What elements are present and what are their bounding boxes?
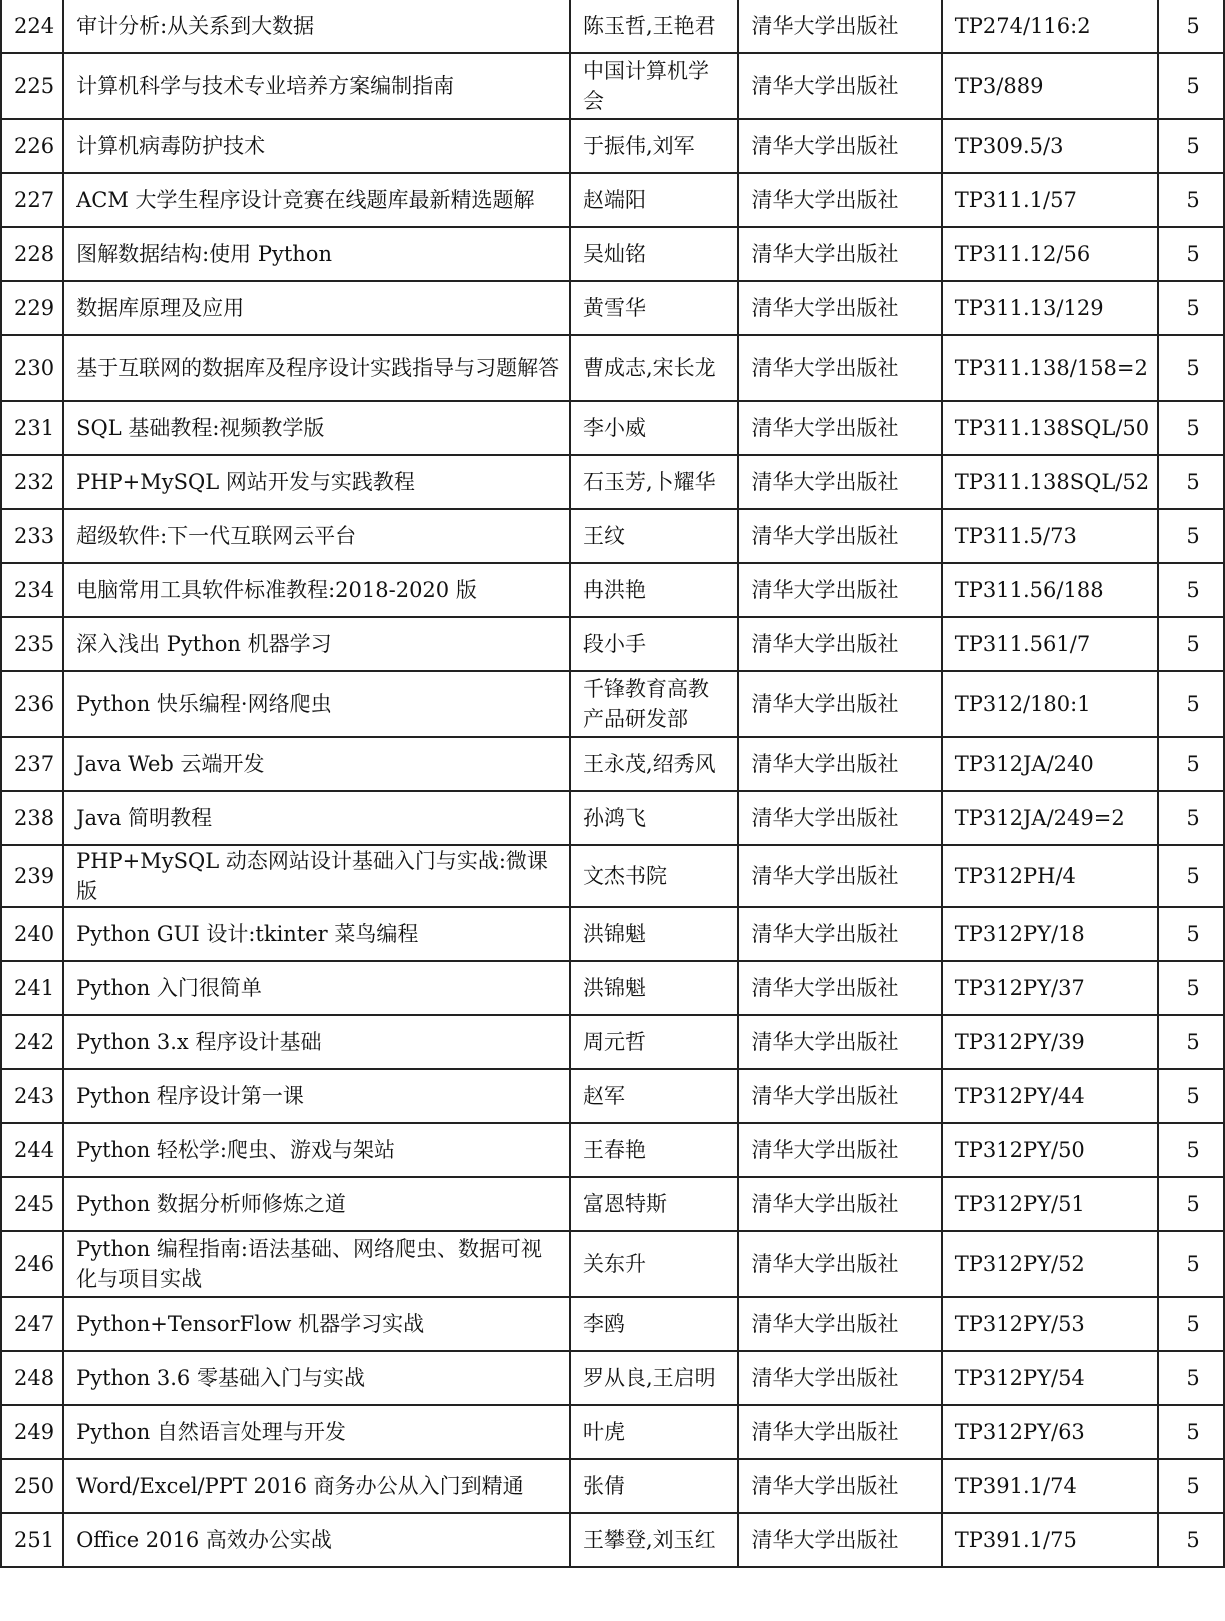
table-row	[1, 0, 1224, 53]
book-publisher: 清华大学出版社	[738, 907, 941, 961]
book-title: Office 2016 高效办公实战	[63, 1513, 570, 1567]
book-title: 图解数据结构:使用 Python	[63, 227, 570, 281]
table-row	[1, 1177, 1224, 1231]
book-author: 李鸥	[570, 1297, 739, 1351]
book-author: 叶虎	[570, 1405, 739, 1459]
book-author: 吴灿铭	[570, 227, 739, 281]
copy-count: 5	[1158, 53, 1224, 119]
book-title: 深入浅出 Python 机器学习	[63, 617, 570, 671]
book-author: 赵军	[570, 1069, 739, 1123]
copy-count: 5	[1158, 227, 1224, 281]
row-number: 232	[1, 455, 63, 509]
book-publisher: 清华大学出版社	[738, 1405, 941, 1459]
table-row	[1, 1351, 1224, 1405]
call-number: TP311.561/7	[942, 617, 1158, 671]
call-number: TP312PY/50	[942, 1123, 1158, 1177]
book-author: 洪锦魁	[570, 907, 739, 961]
call-number: TP312PY/53	[942, 1297, 1158, 1351]
book-title: SQL 基础教程:视频教学版	[63, 401, 570, 455]
book-author: 王纹	[570, 509, 739, 563]
book-title: Word/Excel/PPT 2016 商务办公从入门到精通	[63, 1459, 570, 1513]
book-publisher: 清华大学出版社	[738, 617, 941, 671]
copy-count: 5	[1158, 1513, 1224, 1567]
call-number: TP391.1/75	[942, 1513, 1158, 1567]
book-publisher: 清华大学出版社	[738, 455, 941, 509]
row-number: 227	[1, 173, 63, 227]
book-author: 于振伟,刘军	[570, 119, 739, 173]
book-author: 王攀登,刘玉红	[570, 1513, 739, 1567]
book-title: Python 程序设计第一课	[63, 1069, 570, 1123]
call-number: TP312PY/51	[942, 1177, 1158, 1231]
book-title: ACM 大学生程序设计竞赛在线题库最新精选题解	[63, 173, 570, 227]
row-number: 247	[1, 1297, 63, 1351]
call-number: TP312PY/63	[942, 1405, 1158, 1459]
book-publisher: 清华大学出版社	[738, 1015, 941, 1069]
table-row	[1, 1231, 1224, 1297]
copy-count: 5	[1158, 119, 1224, 173]
book-title: Python 数据分析师修炼之道	[63, 1177, 570, 1231]
row-number: 235	[1, 617, 63, 671]
book-author: 关东升	[570, 1231, 739, 1297]
table-row	[1, 119, 1224, 173]
table-row	[1, 1297, 1224, 1351]
copy-count: 5	[1158, 0, 1224, 53]
book-author: 富恩特斯	[570, 1177, 739, 1231]
book-title: Python 入门很简单	[63, 961, 570, 1015]
call-number: TP312PY/54	[942, 1351, 1158, 1405]
table-row	[1, 401, 1224, 455]
call-number: TP311.138SQL/52	[942, 455, 1158, 509]
call-number: TP312PY/39	[942, 1015, 1158, 1069]
table-row	[1, 227, 1224, 281]
book-publisher: 清华大学出版社	[738, 1351, 941, 1405]
row-number: 238	[1, 791, 63, 845]
book-publisher: 清华大学出版社	[738, 401, 941, 455]
table-row	[1, 1069, 1224, 1123]
book-author: 千锋教育高教产品研发部	[570, 671, 739, 737]
copy-count: 5	[1158, 1405, 1224, 1459]
book-publisher: 清华大学出版社	[738, 227, 941, 281]
row-number: 224	[1, 0, 63, 53]
row-number: 242	[1, 1015, 63, 1069]
book-title: 数据库原理及应用	[63, 281, 570, 335]
book-publisher: 清华大学出版社	[738, 0, 941, 53]
book-title: PHP+MySQL 动态网站设计基础入门与实战:微课版	[63, 845, 570, 907]
row-number: 233	[1, 509, 63, 563]
book-publisher: 清华大学出版社	[738, 791, 941, 845]
copy-count: 5	[1158, 617, 1224, 671]
copy-count: 5	[1158, 1123, 1224, 1177]
copy-count: 5	[1158, 455, 1224, 509]
row-number: 231	[1, 401, 63, 455]
book-publisher: 清华大学出版社	[738, 845, 941, 907]
row-number: 234	[1, 563, 63, 617]
row-number: 225	[1, 53, 63, 119]
row-number: 251	[1, 1513, 63, 1567]
copy-count: 5	[1158, 845, 1224, 907]
book-author: 冉洪艳	[570, 563, 739, 617]
copy-count: 5	[1158, 1459, 1224, 1513]
row-number: 245	[1, 1177, 63, 1231]
book-publisher: 清华大学出版社	[738, 1459, 941, 1513]
row-number: 228	[1, 227, 63, 281]
copy-count: 5	[1158, 1015, 1224, 1069]
book-title: Python 自然语言处理与开发	[63, 1405, 570, 1459]
book-author: 文杰书院	[570, 845, 739, 907]
table-row	[1, 1405, 1224, 1459]
call-number: TP312PY/52	[942, 1231, 1158, 1297]
book-publisher: 清华大学出版社	[738, 119, 941, 173]
row-number: 248	[1, 1351, 63, 1405]
table-row	[1, 737, 1224, 791]
book-author: 赵端阳	[570, 173, 739, 227]
book-publisher: 清华大学出版社	[738, 961, 941, 1015]
book-publisher: 清华大学出版社	[738, 563, 941, 617]
row-number: 243	[1, 1069, 63, 1123]
book-publisher: 清华大学出版社	[738, 53, 941, 119]
book-title: 计算机科学与技术专业培养方案编制指南	[63, 53, 570, 119]
table-row	[1, 671, 1224, 737]
book-title: 计算机病毒防护技术	[63, 119, 570, 173]
table-row	[1, 455, 1224, 509]
book-title: Java Web 云端开发	[63, 737, 570, 791]
book-author: 孙鸿飞	[570, 791, 739, 845]
book-publisher: 清华大学出版社	[738, 173, 941, 227]
call-number: TP311.12/56	[942, 227, 1158, 281]
table-row	[1, 1513, 1224, 1567]
copy-count: 5	[1158, 1177, 1224, 1231]
call-number: TP311.138/158=2	[942, 335, 1158, 401]
book-author: 王永茂,绍秀风	[570, 737, 739, 791]
copy-count: 5	[1158, 509, 1224, 563]
book-author: 王春艳	[570, 1123, 739, 1177]
call-number: TP312JA/249=2	[942, 791, 1158, 845]
call-number: TP312JA/240	[942, 737, 1158, 791]
row-number: 244	[1, 1123, 63, 1177]
book-author: 罗从良,王启明	[570, 1351, 739, 1405]
copy-count: 5	[1158, 1069, 1224, 1123]
book-list-body	[1, 0, 1224, 1567]
book-title: Python 3.x 程序设计基础	[63, 1015, 570, 1069]
call-number: TP312PY/18	[942, 907, 1158, 961]
table-row	[1, 907, 1224, 961]
copy-count: 5	[1158, 907, 1224, 961]
book-author: 石玉芳,卜耀华	[570, 455, 739, 509]
book-author: 陈玉哲,王艳君	[570, 0, 739, 53]
table-row	[1, 53, 1224, 119]
book-publisher: 清华大学出版社	[738, 509, 941, 563]
table-row	[1, 1123, 1224, 1177]
book-publisher: 清华大学出版社	[738, 1513, 941, 1567]
book-title: Python 轻松学:爬虫、游戏与架站	[63, 1123, 570, 1177]
copy-count: 5	[1158, 335, 1224, 401]
book-title: Python+TensorFlow 机器学习实战	[63, 1297, 570, 1351]
row-number: 241	[1, 961, 63, 1015]
table-row	[1, 617, 1224, 671]
book-title: Python 快乐编程·网络爬虫	[63, 671, 570, 737]
book-title: 超级软件:下一代互联网云平台	[63, 509, 570, 563]
table-row	[1, 961, 1224, 1015]
call-number: TP312PY/44	[942, 1069, 1158, 1123]
book-title: Python 3.6 零基础入门与实战	[63, 1351, 570, 1405]
row-number: 250	[1, 1459, 63, 1513]
book-author: 中国计算机学会	[570, 53, 739, 119]
book-publisher: 清华大学出版社	[738, 281, 941, 335]
call-number: TP391.1/74	[942, 1459, 1158, 1513]
copy-count: 5	[1158, 563, 1224, 617]
row-number: 239	[1, 845, 63, 907]
row-number: 249	[1, 1405, 63, 1459]
book-publisher: 清华大学出版社	[738, 1231, 941, 1297]
book-title: 审计分析:从关系到大数据	[63, 0, 570, 53]
book-publisher: 清华大学出版社	[738, 335, 941, 401]
table-row	[1, 563, 1224, 617]
row-number: 229	[1, 281, 63, 335]
book-author: 洪锦魁	[570, 961, 739, 1015]
book-publisher: 清华大学出版社	[738, 1177, 941, 1231]
call-number: TP312PY/37	[942, 961, 1158, 1015]
book-author: 黄雪华	[570, 281, 739, 335]
copy-count: 5	[1158, 791, 1224, 845]
call-number: TP309.5/3	[942, 119, 1158, 173]
call-number: TP3/889	[942, 53, 1158, 119]
book-title: 基于互联网的数据库及程序设计实践指导与习题解答	[63, 335, 570, 401]
book-author: 李小威	[570, 401, 739, 455]
call-number: TP312/180:1	[942, 671, 1158, 737]
row-number: 246	[1, 1231, 63, 1297]
copy-count: 5	[1158, 737, 1224, 791]
call-number: TP311.5/73	[942, 509, 1158, 563]
table-row	[1, 791, 1224, 845]
book-title: Python GUI 设计:tkinter 菜鸟编程	[63, 907, 570, 961]
book-publisher: 清华大学出版社	[738, 737, 941, 791]
copy-count: 5	[1158, 401, 1224, 455]
call-number: TP311.13/129	[942, 281, 1158, 335]
book-title: PHP+MySQL 网站开发与实践教程	[63, 455, 570, 509]
book-author: 周元哲	[570, 1015, 739, 1069]
book-publisher: 清华大学出版社	[738, 671, 941, 737]
table-row	[1, 1015, 1224, 1069]
row-number: 230	[1, 335, 63, 401]
book-title: 电脑常用工具软件标准教程:2018-2020 版	[63, 563, 570, 617]
book-publisher: 清华大学出版社	[738, 1297, 941, 1351]
call-number: TP312PH/4	[942, 845, 1158, 907]
copy-count: 5	[1158, 961, 1224, 1015]
book-author: 张倩	[570, 1459, 739, 1513]
call-number: TP311.1/57	[942, 173, 1158, 227]
table-row	[1, 1459, 1224, 1513]
call-number: TP311.138SQL/50	[942, 401, 1158, 455]
copy-count: 5	[1158, 1297, 1224, 1351]
call-number: TP311.56/188	[942, 563, 1158, 617]
table-row	[1, 845, 1224, 907]
table-row	[1, 281, 1224, 335]
copy-count: 5	[1158, 671, 1224, 737]
copy-count: 5	[1158, 173, 1224, 227]
book-author: 段小手	[570, 617, 739, 671]
book-author: 曹成志,宋长龙	[570, 335, 739, 401]
table-row	[1, 335, 1224, 401]
book-title: Java 简明教程	[63, 791, 570, 845]
copy-count: 5	[1158, 1231, 1224, 1297]
book-publisher: 清华大学出版社	[738, 1123, 941, 1177]
book-publisher: 清华大学出版社	[738, 1069, 941, 1123]
row-number: 236	[1, 671, 63, 737]
call-number: TP274/116:2	[942, 0, 1158, 53]
copy-count: 5	[1158, 1351, 1224, 1405]
row-number: 240	[1, 907, 63, 961]
table-row	[1, 509, 1224, 563]
row-number: 237	[1, 737, 63, 791]
row-number: 226	[1, 119, 63, 173]
table-row	[1, 173, 1224, 227]
book-title: Python 编程指南:语法基础、网络爬虫、数据可视化与项目实战	[63, 1231, 570, 1297]
copy-count: 5	[1158, 281, 1224, 335]
